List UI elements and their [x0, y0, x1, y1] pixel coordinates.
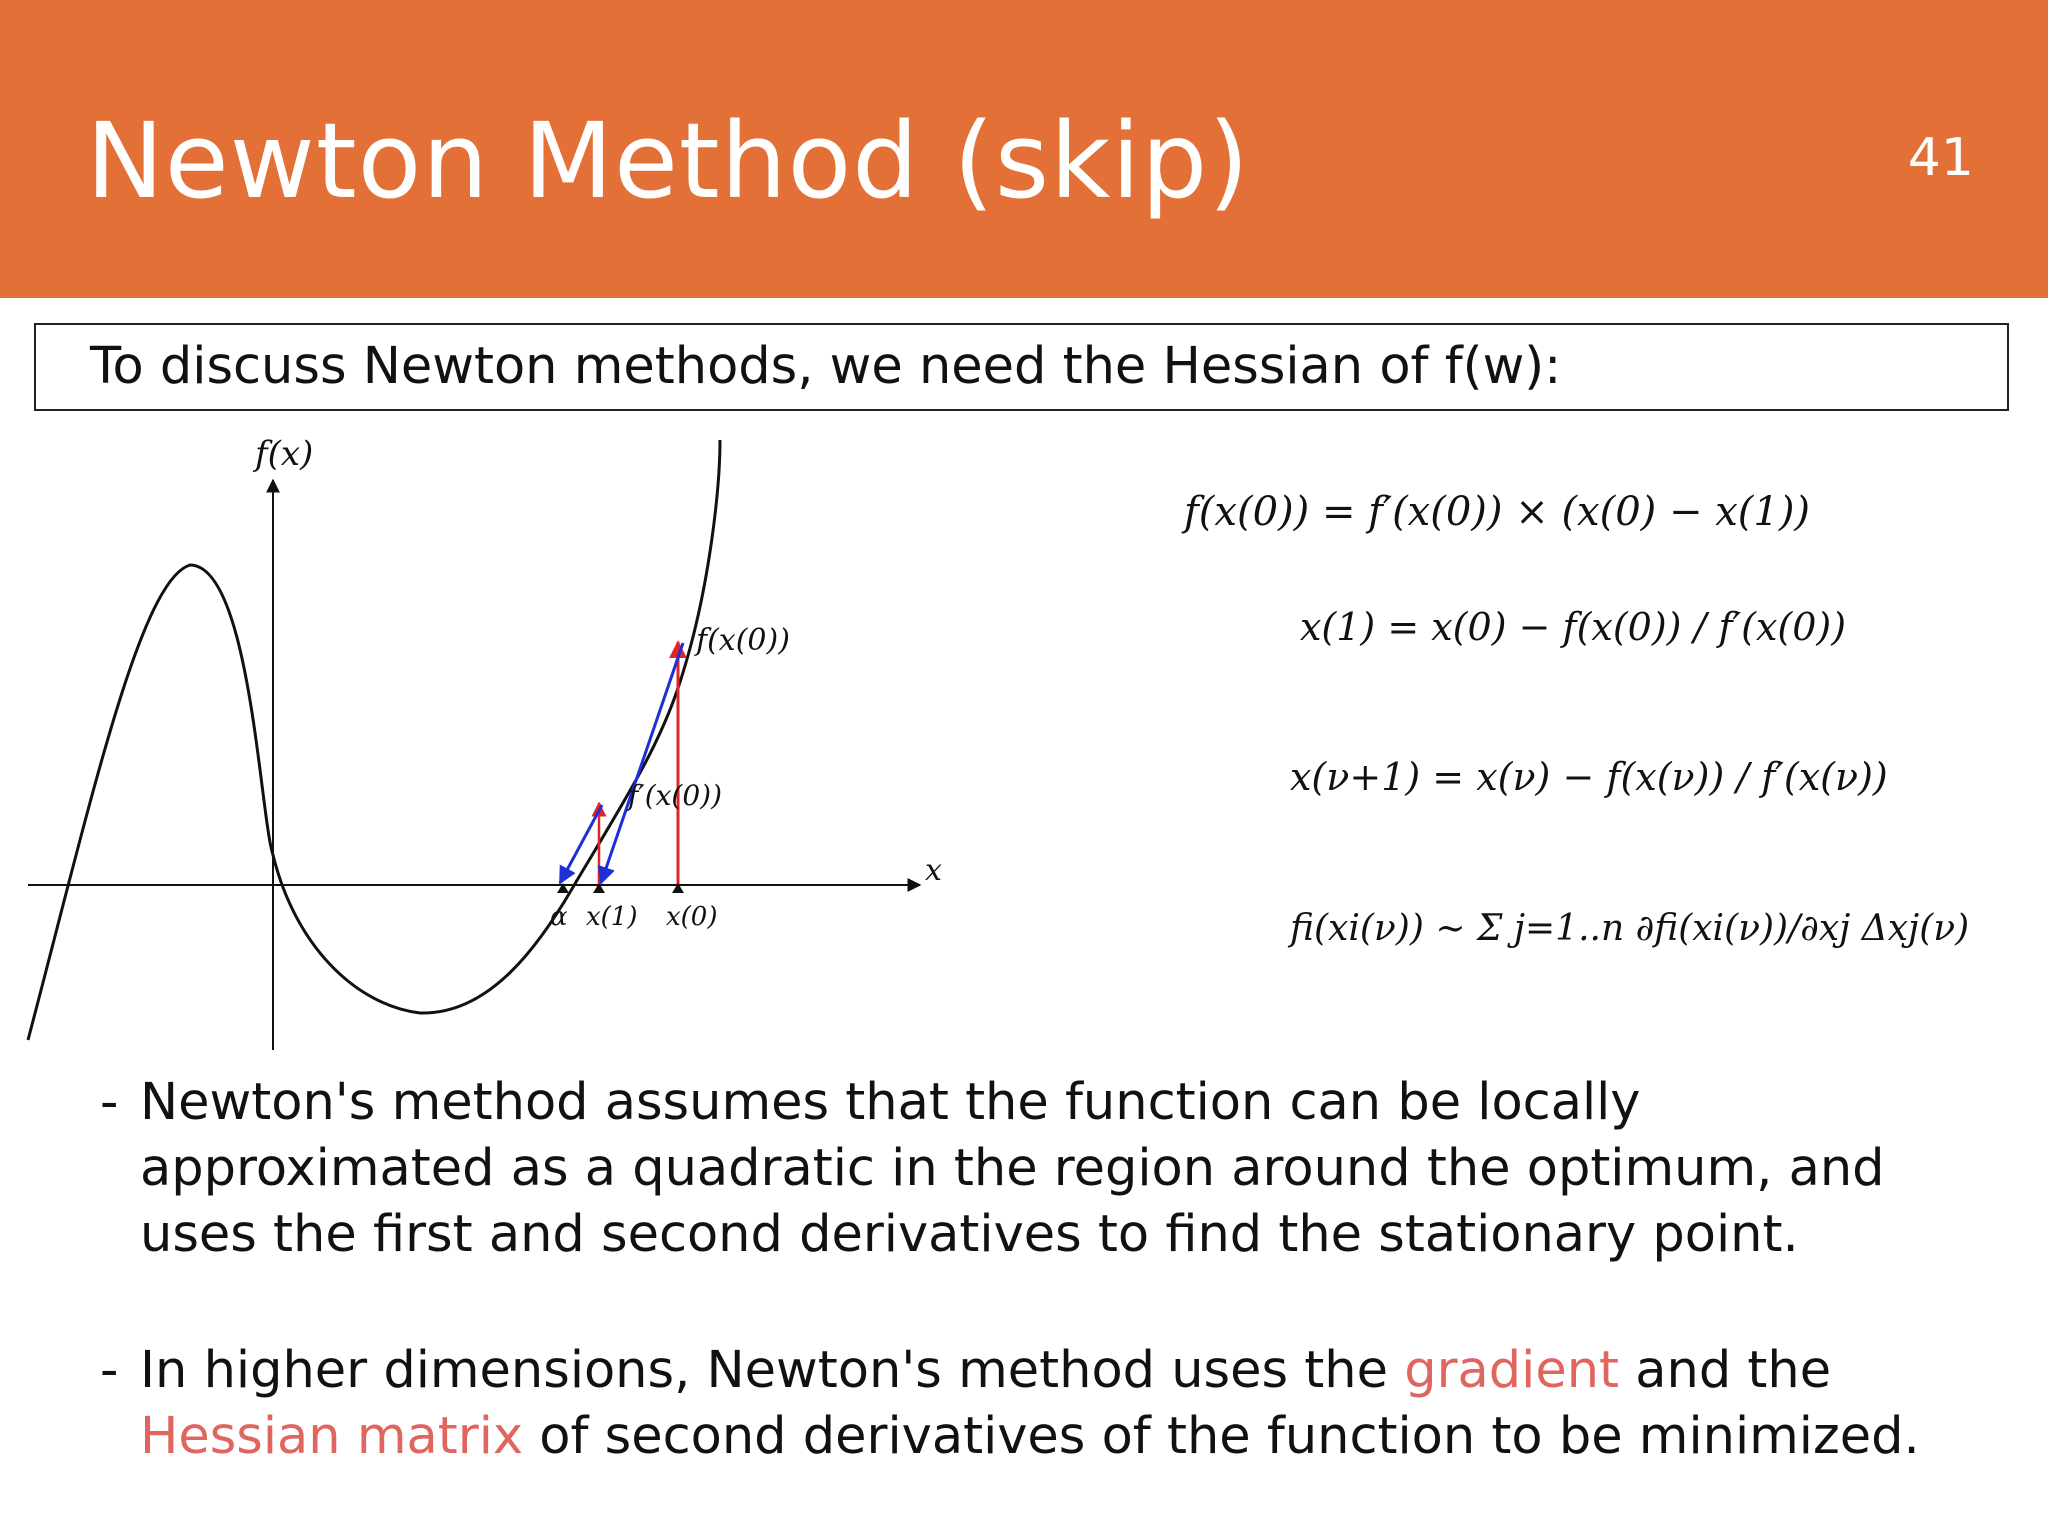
bullet-newton-assumption [100, 1070, 1980, 1268]
label-fprime-x0: f′(x(0)) [628, 779, 723, 812]
formula-tangent-relation: f(x(0)) = f′(x(0)) × (x(0) − x(1)) [1184, 489, 1811, 535]
slide-title: Newton Method (skip) [86, 100, 1250, 222]
formula-multivariate-taylor [1287, 908, 1969, 949]
bullet-dash: - [100, 1073, 119, 1132]
y-axis-label: f(x) [255, 434, 314, 474]
tick-label-x0: x(0) [666, 902, 718, 932]
highlight-gradient: gradient [1404, 1341, 1620, 1400]
bullet-higher-dimensions [100, 1338, 1980, 1470]
formula-2-display: x(1) = x(0) − f(x(0)) / f′(x(0)) [1300, 605, 1847, 649]
formula-newton-step-1 [1300, 605, 1846, 649]
bullet-2-text-2: and the [1619, 1341, 1832, 1400]
intro-box [34, 323, 2009, 411]
formula-newton-step-general [1290, 755, 1888, 799]
page-number: 41 [1907, 128, 1974, 188]
intro-text: To discuss Newton methods, we need the Hessian of f(w): [90, 337, 1562, 396]
bullet-2-text-3: of second derivatives of the function to be minimized. [523, 1407, 1920, 1466]
tangent-from-x0 [601, 643, 683, 883]
bullet-1-text: Newton's method assumes that the function can be locally approximated as a quadratic in the region around the optimum, and uses the first and second derivatives to find the stationary point. [140, 1073, 1885, 1264]
bullet-list [100, 1070, 1980, 1540]
formula-4-display: fi(xi(ν)) ~ Σ j=1..n ∂fi(xi(ν))/∂xj Δxj(ν) [1290, 908, 1970, 949]
formula-3-display: x(ν+1) = x(ν) − f(x(ν)) / f′(x(ν)) [1290, 755, 1888, 799]
tick-label-x1: x(1) [586, 902, 638, 932]
newton-graph [20, 425, 960, 1055]
tick-label-alpha: α [550, 902, 568, 932]
highlight-hessian-matrix: Hessian matrix [140, 1407, 524, 1466]
newton-formulas [1160, 455, 1970, 1015]
bullet-2-text-1: In higher dimensions, Newton's method uses the [140, 1341, 1405, 1400]
function-curve [28, 440, 723, 1040]
slide-header [0, 0, 2048, 298]
bullet-dash: - [100, 1341, 119, 1400]
x-axis-label: x [925, 853, 942, 888]
label-f-x0: f(x(0)) [696, 623, 790, 658]
